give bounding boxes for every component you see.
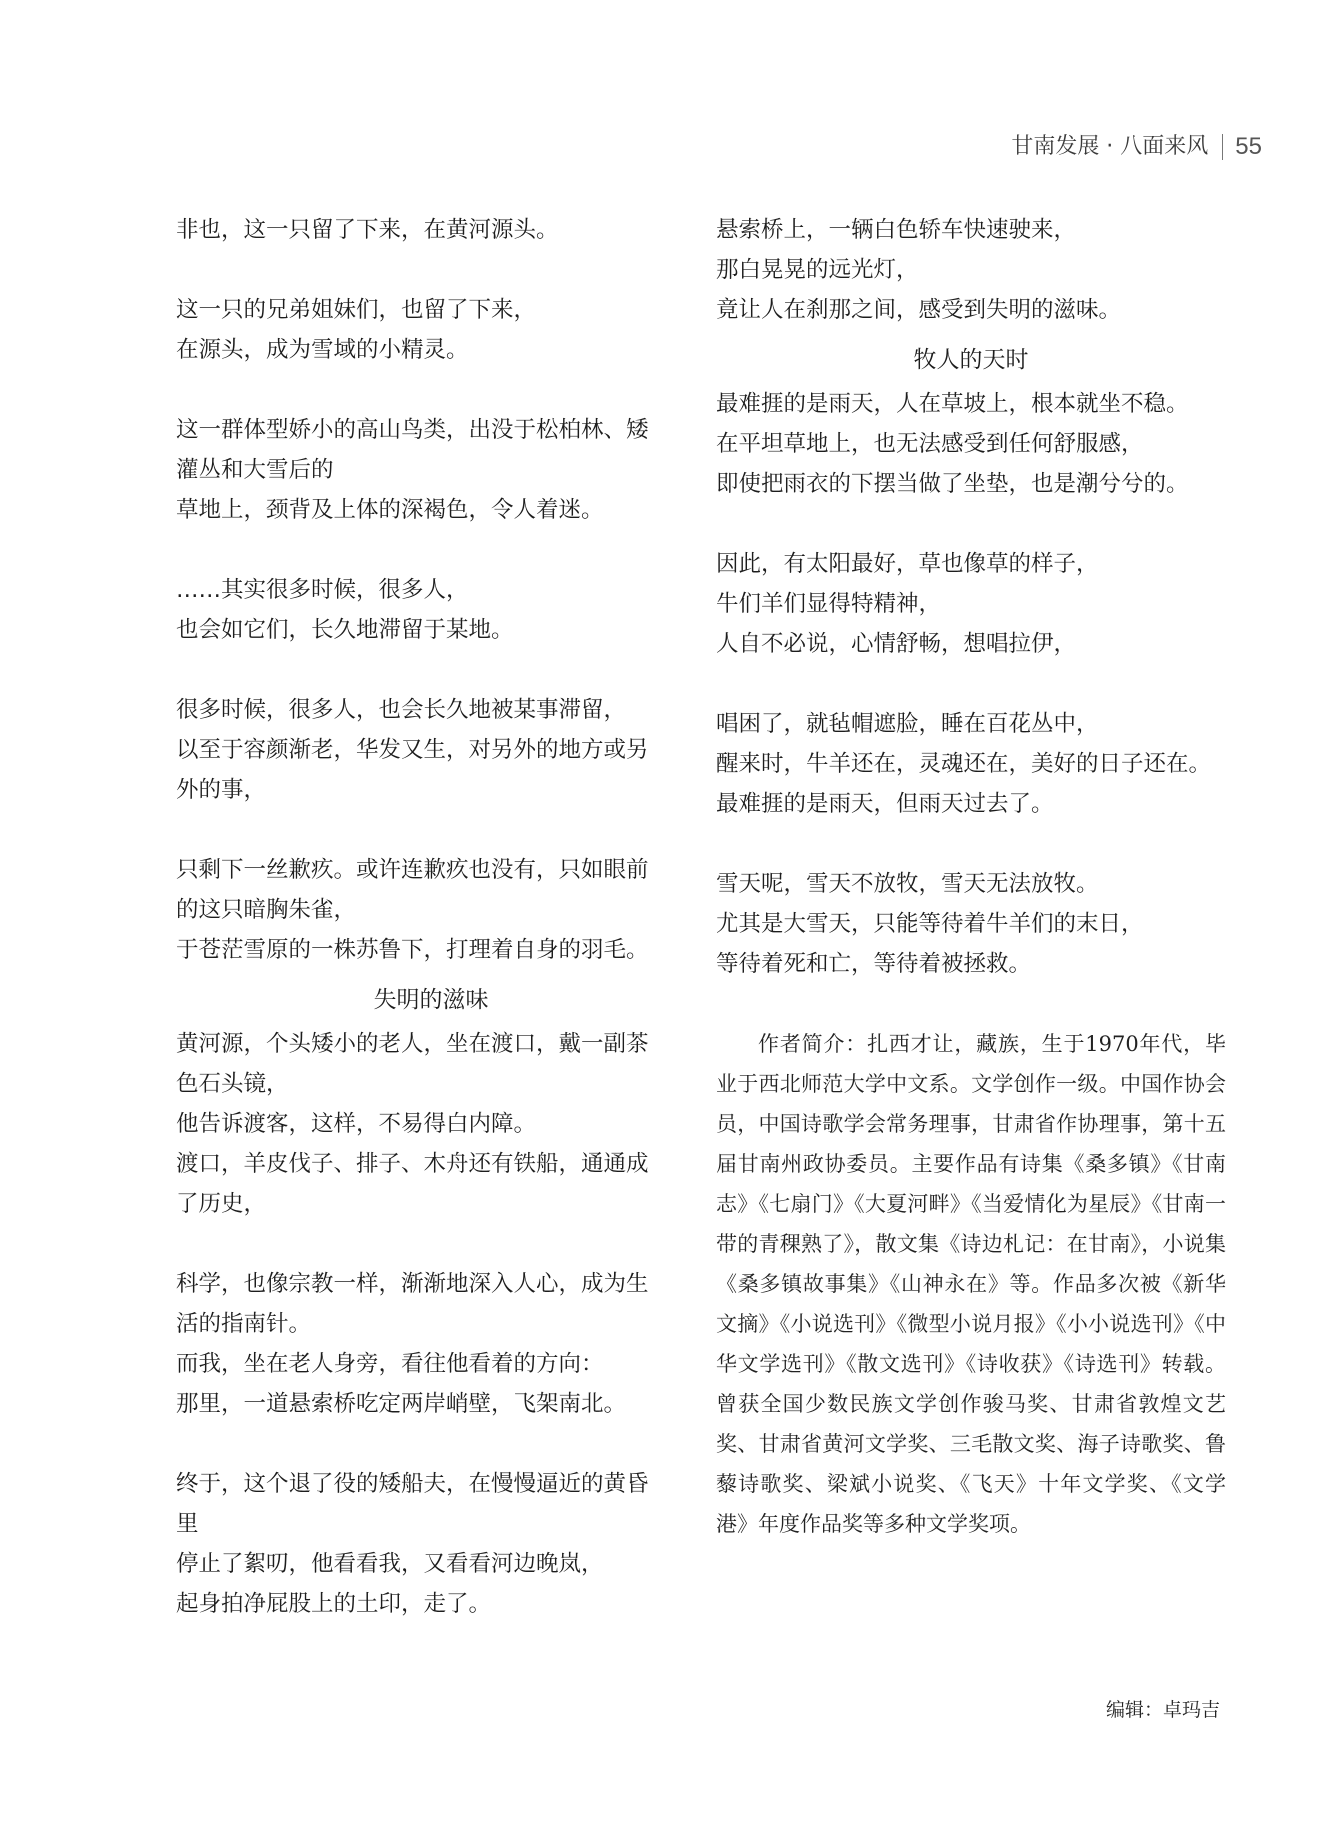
stanza (176, 690, 686, 810)
poem-line: 牛们羊们显得特精神， (716, 591, 942, 617)
stanza-gap (176, 650, 686, 690)
section-title: 牧人的天时 (913, 347, 1029, 373)
right-column (716, 210, 1226, 1544)
poem-line: 在平坦草地上，也无法感受到任何舒服感， (716, 431, 1144, 457)
poem-line: 醒来时，牛羊还在，灵魂还在，美好的日子还在。 (716, 751, 1212, 777)
stanza-gap (176, 250, 686, 290)
spacer (176, 970, 686, 980)
poem-line: 竟让人在刹那之间，感受到失明的滋味。 (716, 297, 1122, 323)
poem-line: 尤其是大雪天，只能等待着牛羊们的末日， (716, 911, 1144, 937)
stanza (176, 1264, 686, 1424)
poem-line: 了历史， (176, 1191, 267, 1217)
poem-line: 悬索桥上，一辆白色轿车快速驶来， (716, 217, 1077, 243)
page-number: 55 (1235, 133, 1262, 160)
stanza (176, 410, 686, 530)
poem-line: 终于，这个退了役的矮船夫，在慢慢逼近的黄昏 (176, 1471, 649, 1497)
poem-line: 黄河源，个头矮小的老人，坐在渡口，戴一副茶 (176, 1031, 649, 1057)
stanza (176, 570, 686, 650)
running-header (1011, 132, 1262, 162)
poem-line: 里 (176, 1511, 199, 1537)
poem-line: 他告诉渡客，这样，不易得白内障。 (176, 1111, 537, 1137)
poem-line: 这一群体型娇小的高山鸟类，出没于松柏林、矮 (176, 417, 649, 443)
header-divider (1222, 134, 1223, 160)
stanza (176, 290, 686, 370)
editor-credit: 编辑：卓玛吉 (1105, 1699, 1220, 1721)
stanza (716, 210, 1226, 330)
poem-line: 在源头，成为雪域的小精灵。 (176, 337, 469, 363)
poem-line: 而我，坐在老人身旁，看往他看着的方向： (176, 1351, 604, 1377)
stanza (176, 1024, 686, 1224)
stanza-gap (176, 1224, 686, 1264)
poem-line: 因此，有太阳最好，草也像草的样子， (716, 551, 1099, 577)
stanza-gap (176, 810, 686, 850)
stanza (716, 384, 1226, 504)
poem-line: 活的指南针。 (176, 1311, 312, 1337)
stanza (176, 210, 686, 250)
poem-line: 的这只暗胸朱雀， (176, 897, 357, 923)
poem-line: 以至于容颜渐老，华发又生，对另外的地方或另 (176, 737, 649, 763)
poem-line: 非也，这一只留了下来，在黄河源头。 (176, 217, 559, 243)
poem-line: 渡口，羊皮伐子、排子、木舟还有铁船，通通成 (176, 1151, 649, 1177)
poem-line: 这一只的兄弟姐妹们，也留了下来， (176, 297, 537, 323)
poem-line: 最难捱的是雨天，人在草坡上，根本就坐不稳。 (716, 391, 1189, 417)
poem-line: 最难捱的是雨天，但雨天过去了。 (716, 791, 1054, 817)
stanza (716, 544, 1226, 664)
poem-line: 也会如它们，长久地滞留于某地。 (176, 617, 514, 643)
poem-line: 雪天呢，雪天不放牧，雪天无法放牧。 (716, 871, 1099, 897)
poem-line: 色石头镜， (176, 1071, 289, 1097)
section-title: 失明的滋味 (373, 987, 489, 1013)
poem-line: 起身拍净屁股上的土印，走了。 (176, 1591, 492, 1617)
author-bio-label: 作者简介： (758, 1032, 868, 1056)
stanza-gap (176, 530, 686, 570)
stanza-gap (176, 370, 686, 410)
poem-line: 很多时候，很多人，也会长久地被某事滞留， (176, 697, 627, 723)
stanza-gap (716, 824, 1226, 864)
poem-line: 灌丛和大雪后的 (176, 457, 334, 483)
stanza-gap (716, 664, 1226, 704)
magazine-section-title: 甘南发展 · 八面来风 (1011, 134, 1209, 159)
stanza (716, 864, 1226, 984)
left-column (176, 210, 686, 1624)
author-bio (716, 1024, 1226, 1544)
poem-line: 停止了絮叨，他看看我，又看看河边晚岚， (176, 1551, 604, 1577)
poem-line: 那里，一道悬索桥吃定两岸峭壁，飞架南北。 (176, 1391, 627, 1417)
poem-line: 草地上，颈背及上体的深褐色，令人着迷。 (176, 497, 604, 523)
poem-line: 于苍茫雪原的一株苏鲁下，打理着自身的羽毛。 (176, 937, 649, 963)
poem-line: 外的事， (176, 777, 267, 803)
poem-line: ……其实很多时候，很多人， (176, 577, 469, 603)
poem-line: 唱困了，就毡帽遮脸，睡在百花丛中， (716, 711, 1099, 737)
poem-line: 即使把雨衣的下摆当做了坐垫，也是潮兮兮的。 (716, 471, 1189, 497)
poem-line: 那白晃晃的远光灯， (716, 257, 919, 283)
poem-line: 科学，也像宗教一样，渐渐地深入人心，成为生 (176, 1271, 649, 1297)
stanza (716, 704, 1226, 824)
poem-line: 等待着死和亡，等待着被拯救。 (716, 951, 1032, 977)
poem-line: 人自不必说，心情舒畅，想唱拉伊， (716, 631, 1077, 657)
spacer (716, 330, 1226, 340)
stanza-gap (716, 504, 1226, 544)
stanza-gap (716, 984, 1226, 1024)
stanza-gap (176, 1424, 686, 1464)
stanza (176, 1464, 686, 1624)
stanza (176, 850, 686, 970)
poem-line: 只剩下一丝歉疚。或许连歉疚也没有，只如眼前 (176, 857, 649, 883)
author-bio-text: 扎西才让，藏族，生于1970年代，毕业于西北师范大学中文系。文学创作一级。中国作协会员，中国诗歌学会常务理事，甘肃省作协理事，第十五届甘南州政协委员。主要作品有诗集《桑多镇》《甘南志》《七扇门》《大夏河畔》《当爱情化为星辰》《甘南一带的青稞熟了》，散文集《诗边札记：在甘南》，小说集《桑多镇故事集》《山神永在》等。作品多次被《新华文摘》《小说选刊》《微型小说月报》《小小说选刊》《中华文学选刊》《散文选刊》《诗收获》《诗选刊》转载。曾获全国少数民族文学创作骏马奖、甘肃省敦煌文艺奖、甘肃省黄河文学奖、三毛散文奖、海子诗歌奖、鲁藜诗歌奖、梁斌小说奖、《飞天》十年文学奖、《文学港》年度作品奖等多种文学奖项。 (716, 1032, 1226, 1536)
